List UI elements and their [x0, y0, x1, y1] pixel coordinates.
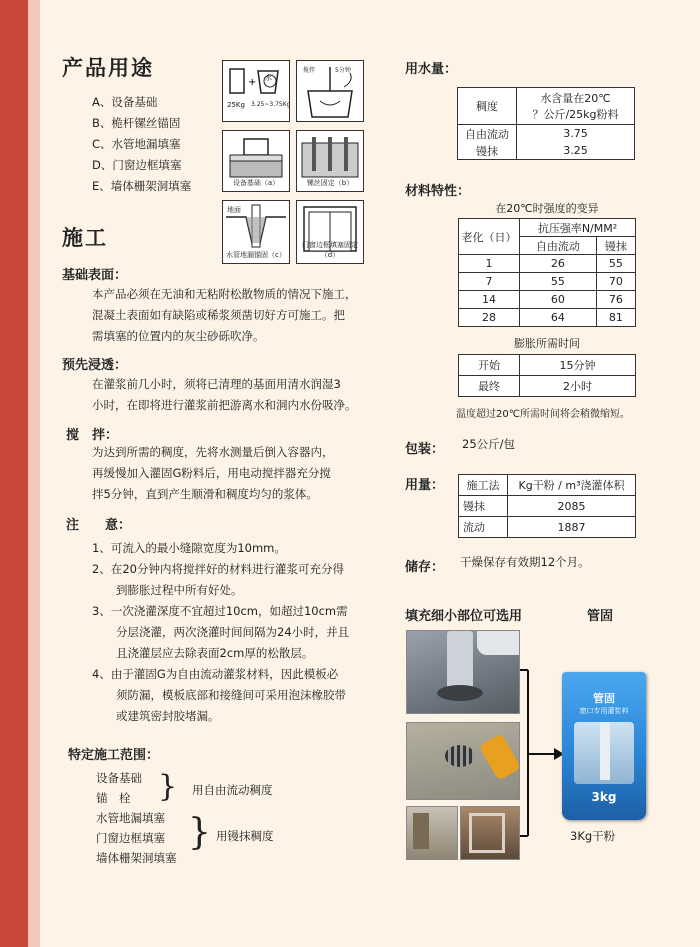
stir-text	[92, 442, 392, 505]
photo-window-frame	[460, 806, 520, 860]
icon-a-caption: 设备基础（a）	[232, 179, 280, 187]
packaging-title: 包装：	[405, 442, 445, 457]
note-3-line-2: 分层浇灌，两次浇灌时间间隔为24小时，并且	[116, 625, 350, 639]
note-3-line-1: 3、一次浇灌深度不宜超过10cm，如超过10cm需	[92, 604, 348, 618]
left-pink-stripe	[28, 0, 40, 947]
table-cell: 64	[520, 309, 597, 327]
table-cell: 26	[520, 255, 597, 273]
water-col-content	[517, 88, 635, 125]
dosage-col-amount: Kg干粉 / m³浇灌体积	[508, 475, 636, 496]
icon-d-caption: 门窗边框填塞固定（d）	[302, 241, 358, 259]
bolt-fix-icon	[296, 130, 364, 192]
fill-title: 填充细小部位可选用	[405, 609, 523, 624]
soak-line-2: 小时，在即将进行灌浆前把游离水和洞内水份吸净。	[92, 398, 357, 412]
strength-header: 抗压强率N/MM²	[520, 219, 636, 237]
brace-2: }	[188, 812, 211, 853]
icon-c-caption: 水管地漏锚固（c）	[226, 251, 286, 259]
table-cell: 镘抹	[459, 496, 508, 517]
usage-title: 产品用途	[62, 56, 154, 80]
table-cell: 28	[459, 309, 520, 327]
bag-water-icon	[222, 60, 290, 122]
scope-item-door: 门窗边框填塞	[96, 831, 165, 845]
table-cell: 2小时	[520, 376, 636, 397]
packaging-value: 25公斤/包	[462, 437, 516, 451]
pipe-shape	[447, 631, 473, 691]
table-cell: 55	[520, 273, 597, 291]
water-row-name: 自由流动	[458, 125, 517, 143]
mixing-icon	[296, 60, 364, 122]
table-cell: 81	[596, 309, 635, 327]
flow-header: 自由流动	[520, 237, 597, 255]
scope-group-1-use: 用自由流动稠度	[192, 783, 273, 797]
expand-title: 膨胀所需时间	[514, 337, 580, 350]
soak-line-1: 在灌浆前几小时，须将已清理的基面用清水润湿3	[92, 377, 341, 391]
water-row-name: 镘抹	[458, 142, 517, 160]
note-4-line-1: 4、由于灌固G为自由流动灌浆材料，因此模板必	[92, 667, 339, 681]
photo-wall-fill	[406, 806, 458, 860]
photo-drain-pour	[406, 630, 520, 714]
product-bag	[562, 672, 646, 820]
left-red-stripe	[0, 0, 28, 947]
presoak-title: 预先浸透：	[62, 358, 128, 373]
equipment-base-icon	[222, 130, 290, 192]
usage-list	[92, 92, 191, 197]
table-cell: 流动	[459, 517, 508, 538]
table-cell: 1887	[508, 517, 636, 538]
scope-group-1	[96, 768, 142, 808]
water-col2-line1: 水含量在20℃	[540, 92, 611, 105]
bag-weight: 3kg	[591, 790, 617, 804]
stir-line-1: 为达到所需的稠度，先将水测量后倒入容器内，	[92, 445, 334, 459]
dosage-col-method: 施工法	[459, 475, 508, 496]
base-line-1: 本产品必须在无油和无粘附松散物质的情况下施工，	[92, 287, 357, 301]
note-2-line-1: 2、在20分钟内将搅拌好的材料进行灌浆可充分得	[92, 562, 344, 576]
notes-list	[92, 538, 392, 727]
age-header: 老化（日）	[459, 219, 520, 255]
usage-item-a: A、设备基础	[92, 95, 158, 109]
scope-item-equipment: 设备基础	[96, 771, 142, 785]
mix-label: 搅拌	[303, 67, 316, 74]
photo-trowel	[406, 722, 520, 800]
water-col2-line2: ？公斤/25kg粉料	[532, 108, 619, 121]
scope-item-anchor: 锚 栓	[96, 791, 131, 805]
scope-group-2	[96, 808, 177, 868]
table-cell: 7	[459, 273, 520, 291]
water-table	[457, 87, 635, 160]
pour-container	[477, 631, 519, 655]
table-cell: 最终	[459, 376, 520, 397]
strength-title: 在20℃时强度的变异	[495, 202, 599, 215]
usage-item-c: C、水管地漏填塞	[92, 137, 181, 151]
bag-label: 25Kg	[227, 101, 245, 109]
material-title: 材料特性：	[405, 184, 471, 199]
table-cell: 14	[459, 291, 520, 309]
presoak-text	[92, 374, 392, 416]
drain-grate	[445, 745, 475, 767]
mix-time: 5分钟	[335, 67, 351, 74]
ground-label: 地面	[227, 206, 241, 214]
drain-anchor-icon	[222, 200, 290, 264]
stir-line-3: 拌5分钟，直到产生顺滑和稠度均匀的浆体。	[92, 487, 318, 501]
storage-value: 干燥保存有效期12个月。	[460, 555, 590, 569]
construction-title: 施工	[62, 226, 108, 250]
storage-title: 储存：	[405, 560, 445, 575]
door-frame-icon	[296, 200, 364, 264]
note-2-line-2: 到膨胀过程中所有好处。	[116, 583, 243, 597]
water-row-value: 3.25	[517, 142, 635, 160]
bracket-arrow	[520, 630, 566, 860]
expand-table	[458, 354, 636, 397]
table-cell: 1	[459, 255, 520, 273]
bag-subtitle: 窗口专用灌浆料	[579, 707, 629, 715]
note-1: 1、可流入的最小缝隙宽度为10mm。	[92, 541, 286, 555]
dosage-title: 用量：	[405, 478, 445, 493]
usage-item-b: B、桅杆镙丝锚固	[92, 116, 181, 130]
bag-photo	[574, 722, 634, 784]
stir-line-2: 再缓慢加入灌固G粉料后，用电动搅拌器充分搅	[92, 466, 331, 480]
usage-item-d: D、门窗边框填塞	[92, 158, 182, 172]
scope-item-wall: 墙体栅架洞填塞	[96, 851, 177, 865]
svg-text:+: +	[248, 77, 257, 88]
base-line-3: 需填塞的位置内的灰尘砂砾吹净。	[92, 329, 265, 343]
table-cell: 2085	[508, 496, 636, 517]
fill-brand: 管固	[587, 609, 614, 624]
ratio-label: 3.25~3.75Kg	[251, 101, 291, 108]
note-4-line-3: 或建筑密封胶堵漏。	[116, 709, 220, 723]
strength-table	[458, 218, 636, 327]
table-cell: 15分钟	[520, 355, 636, 376]
brace-1: }	[158, 769, 178, 804]
scope-item-drain: 水管地漏填塞	[96, 811, 165, 825]
water-title: 用水量：	[405, 62, 458, 77]
table-cell: 70	[596, 273, 635, 291]
base-surface-text	[92, 284, 392, 347]
water-label: 水	[265, 74, 272, 82]
table-cell: 76	[596, 291, 635, 309]
dosage-table	[458, 474, 636, 538]
expand-note: 温度超过20℃所需时间将会稍微缩短。	[456, 409, 630, 420]
water-col-consistency: 稠度	[458, 88, 517, 125]
bag-pipe	[600, 722, 610, 780]
bag-caption: 3Kg干粉	[570, 829, 616, 843]
note-3-line-3: 且浇灌层应去除表面2cm厚的松散层。	[116, 646, 314, 660]
bag-brand: 管固	[593, 692, 615, 705]
usage-item-e: E、墙体栅架洞填塞	[92, 179, 192, 193]
frame-outline	[469, 813, 505, 853]
scope-title: 特定施工范围：	[68, 748, 160, 763]
trowel-header: 镘抹	[596, 237, 635, 255]
notes-title: 注 意：	[66, 518, 132, 533]
scope-group-2-use: 用镘抹稠度	[216, 829, 274, 843]
table-cell: 开始	[459, 355, 520, 376]
icon-b-caption: 镙丝固定（b）	[306, 179, 354, 187]
base-line-2: 混凝土表面如有缺陷或稀浆须凿切好方可施工。把	[92, 308, 345, 322]
glove	[479, 733, 522, 781]
water-row-value: 3.75	[517, 125, 635, 143]
table-cell: 60	[520, 291, 597, 309]
note-4-line-2: 须防漏，模板底部和接缝间可采用泡沫橡胶带	[116, 688, 346, 702]
table-cell: 55	[596, 255, 635, 273]
drain-hole	[437, 685, 483, 701]
base-surface-title: 基础表面：	[62, 268, 128, 283]
stir-title: 搅 拌：	[66, 428, 119, 443]
wall-gap	[413, 813, 429, 849]
